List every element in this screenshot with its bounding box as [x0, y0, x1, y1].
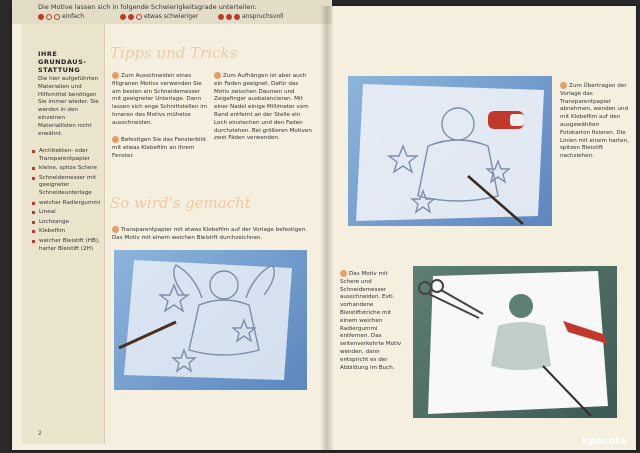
difficulty-dot-icon — [128, 14, 134, 20]
list-item: Lineal — [32, 209, 102, 217]
difficulty-dot-icon — [218, 14, 224, 20]
step-1-text: Transparentpapier mit etwas Klebefilm auf der Vorlage befestigen. Das Motiv mit einem weichen Bleistift durchzeichnen. — [112, 227, 308, 241]
angel-tracing-illustration — [114, 250, 307, 390]
sidebar-intro: Die hier aufgeführten Materialien und Hilfsmittel benötigen Sie immer wieder. Sie werden in den einzelnen Materiallisten nicht erwähnt. — [38, 76, 99, 137]
list-item: Architekten- oder Transparentpapier — [32, 148, 102, 163]
material-list — [32, 148, 102, 255]
step-2-photo — [348, 76, 552, 226]
step-2-text: Zum Übertragen der Vorlage das Transparentpapier abnehmen, wenden und mit Klebefilm auf den ausgewählten Fotokarton fixieren. Die Linien mit einem harten, spitzen Bleistift nachziehen. — [560, 83, 629, 160]
difficulty-level-hard: anspruchsvoll — [218, 13, 283, 20]
difficulty-level-easy: einfach — [38, 13, 84, 20]
tips-heading: Tipps und Tricks — [110, 44, 238, 62]
step-number-icon — [112, 226, 119, 233]
list-item: Schneidemesser mit geeigneter Schneideunterlage — [32, 175, 102, 198]
tips-column-1b: Befestigen Sie das Fensterbild mit etwas Klebefilm an Ihrem Fenster. — [112, 137, 206, 159]
step-3-text: Das Motiv mit Schere und Schneidemesser ausschneiden. Evtl. vorhandene Bleistiftstriche mit einem weichen Radiergummi entfernen. Das seitenverkehrte Motiv wenden, dann entspricht es der Abbildung im Buch. — [340, 271, 402, 371]
difficulty-dot-icon — [38, 14, 44, 20]
list-item: weicher Bleistift (HB), harter Bleistift (2H) — [32, 238, 102, 253]
howto-heading: So wird's gemacht — [110, 194, 251, 212]
step-number-icon — [340, 270, 347, 277]
tips-column-1: Zum Ausschneiden eines filigranen Motivs verwenden Sie am besten ein Schneidemesser mit geeigneter Unterlage. Dann lassen sich enge Schnittstellen im Inneren des Motivs mühelos ausschneiden. — [112, 73, 208, 126]
difficulty-dot-icon — [54, 14, 60, 20]
tips-column-2: Zum Aufhängen ist aber auch ein Faden geeignet. Dafür das Motiv zwischen Daumen und Zeigefinger ausbalancieren. Mit einer Nadel einige Millimeter vom Rand entfernt an der Stelle ein Loch einstechen und den Faden durchziehen. Bei größeren Motiven zwei Fäden verwenden. — [214, 73, 312, 142]
watermark: kpacota — [582, 436, 627, 447]
angel-transfer-illustration — [348, 76, 552, 226]
step-3-photo — [413, 266, 617, 418]
list-item: weicher Radiergummi — [32, 200, 102, 208]
difficulty-dot-icon — [46, 14, 52, 20]
list-item: Klebefilm — [32, 228, 102, 236]
angel-cutting-illustration — [413, 266, 617, 418]
tip-bullet-icon — [214, 72, 221, 79]
difficulty-dot-icon — [234, 14, 240, 20]
difficulty-dot-icon — [136, 14, 142, 20]
difficulty-dot-icon — [120, 14, 126, 20]
difficulty-dot-icon — [226, 14, 232, 20]
step-number-icon — [560, 82, 567, 89]
tip-bullet-icon — [112, 72, 119, 79]
step-1-photo — [114, 250, 307, 390]
difficulty-level-medium: etwas schwieriger — [120, 13, 198, 20]
tip-bullet-icon — [112, 136, 119, 143]
page-gutter — [320, 6, 334, 450]
difficulty-intro: Die Motive lassen sich in folgende Schwierigkeitsgrade unterteilen: — [38, 3, 257, 11]
sidebar-title: IHRE GRUNDAUS-STATTUNG — [38, 50, 87, 74]
page-number: 2 — [38, 430, 42, 437]
list-item: Lochzange — [32, 219, 102, 227]
list-item: kleine, spitze Schere — [32, 165, 102, 173]
